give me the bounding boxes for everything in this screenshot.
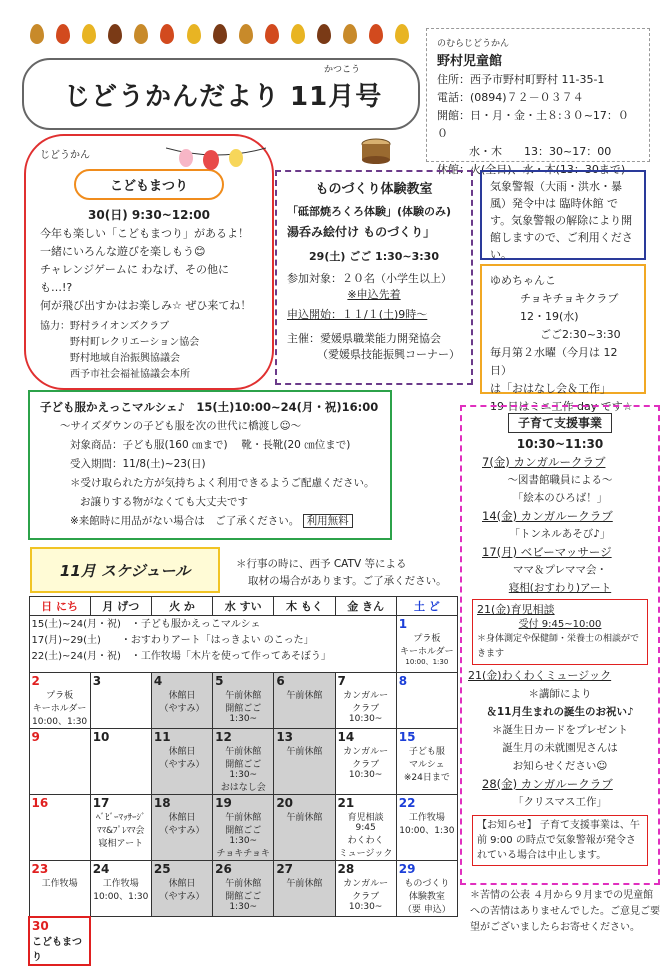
schedule-note-line: ＊行事の時に、西予 CATV 等による xyxy=(236,558,407,570)
support-event: 7(金) カンガルークラブ xyxy=(482,455,606,469)
cal-day-text: 午前休館 xyxy=(286,691,323,701)
cal-day-13 xyxy=(274,729,335,795)
cal-day-23 xyxy=(29,861,90,917)
marche-line: ＊受け取られた方が気持ちよく利用できるようご配慮ください。 xyxy=(70,477,375,489)
cal-day-text: カンガルー xyxy=(343,879,389,889)
cal-header: 土 ど xyxy=(396,597,457,616)
monozukuri-host: 主催：愛媛県職業能力開発協会 xyxy=(287,332,441,345)
cal-day-text: 10:30~ xyxy=(348,902,383,912)
cal-day-text: 工作牧場 xyxy=(41,879,78,889)
cal-day-text: クラブ xyxy=(352,704,380,714)
cal-day-text: 午前休館 xyxy=(225,747,262,757)
cal-day-number: 23 xyxy=(31,862,49,876)
cal-day-text: わくわく xyxy=(347,836,384,846)
cal-day-number: 13 xyxy=(276,730,294,744)
cal-day-text: プラ板 xyxy=(46,691,74,701)
monozukuri-box xyxy=(275,170,473,385)
cal-day-text: ミュージック xyxy=(338,849,393,859)
cal-day-14 xyxy=(335,729,396,795)
monozukuri-target: 参加対象：２０名（小学生以上） xyxy=(287,272,452,285)
cal-day-number: 11 xyxy=(153,730,171,744)
cal-header: 金 きん xyxy=(335,597,396,616)
cal-day-text: 10:00、1:30 xyxy=(399,826,455,836)
leaf-icon xyxy=(134,24,148,44)
cal-day-number: 14 xyxy=(337,730,355,744)
cal-header: 水 すい xyxy=(213,597,274,616)
support-title: 子育て支援事業 xyxy=(508,413,612,433)
cal-day-number: 15 xyxy=(398,730,416,744)
cal-day-text: 休館日 xyxy=(168,747,196,757)
cal-day-text: 休館日 xyxy=(168,879,196,889)
cal-day-number: 18 xyxy=(153,796,171,810)
cal-day-number: 19 xyxy=(215,796,232,810)
monozukuri-apply: 申込開始：１１/１(土)9時～ xyxy=(287,308,428,321)
cal-day-number: 12 xyxy=(215,730,232,744)
kodomo-banner: こどもまつり xyxy=(74,169,224,200)
cal-day-number: 22 xyxy=(398,796,416,810)
support-text: 「絵本のひろば！」 xyxy=(512,492,608,504)
cal-day-text: プラ板 xyxy=(413,634,441,644)
info-ruby: のむらじどうかん xyxy=(437,39,510,49)
cal-header: 日 にち xyxy=(29,597,90,616)
cal-day-number: 24 xyxy=(92,862,110,876)
cal-day-19 xyxy=(213,795,274,861)
cal-day-text: 10:00、1:30 xyxy=(93,892,149,902)
monozukuri-time: 29(土) ごご 1:30~3:30 xyxy=(309,250,439,263)
cal-day-text: 育児相談 9:45 xyxy=(347,813,384,833)
cal-day-text: 午前休館 xyxy=(286,747,323,757)
support-text: 「クリスマス工作」 xyxy=(512,796,608,808)
leaf-icon xyxy=(369,24,383,44)
support-text: 「トンネルあそび♪」 xyxy=(509,528,611,540)
alert-text: 気象警報（大雨・洪水・暴風）発令中は 臨時休館 です。気象警報の解除により開館しますので、ご利用ください。 xyxy=(490,180,633,261)
leaf-decoration xyxy=(30,24,420,48)
yume-line: は「おはなし会＆工作」 xyxy=(490,382,611,395)
cal-day-text: （やすみ） xyxy=(159,892,205,902)
schedule-title: 11月 スケジュール xyxy=(30,547,220,593)
cal-day-number: 16 xyxy=(31,796,49,810)
info-box xyxy=(426,28,650,176)
cal-event: 15(土)~24(月・祝) ・子ども服かえっこマルシェ xyxy=(31,619,261,630)
kodomo-time: 30(日) 9:30~12:00 xyxy=(88,208,210,222)
cal-day-11 xyxy=(151,729,212,795)
cal-day-text: 開館ごご1:30~ xyxy=(225,892,262,912)
cal-day-text: 休館日 xyxy=(168,813,196,823)
cal-day-number: 17 xyxy=(92,796,110,810)
calendar xyxy=(28,596,458,963)
cal-day-number: 1 xyxy=(398,617,408,631)
leaf-icon xyxy=(82,24,96,44)
yume-line: ごご2:30~3:30 xyxy=(540,328,621,341)
info-phone: 電話：(0894)７２－０３７４ xyxy=(437,91,584,104)
cal-day-text: クラブ xyxy=(352,760,380,770)
cal-header: 月 げつ xyxy=(90,597,151,616)
cal-day-text: チョキチョキ xyxy=(216,849,270,859)
support-event: 14(金) カンガルークラブ xyxy=(482,509,613,523)
cal-day-number: 25 xyxy=(153,862,171,876)
info-open1: 開館：日・月・金・土８:３０~17：００ xyxy=(437,109,629,140)
cal-day-number: 5 xyxy=(215,674,224,688)
cal-day-26 xyxy=(213,861,274,917)
cal-day-2 xyxy=(29,673,90,729)
cal-day-21 xyxy=(335,795,396,861)
cal-day-text: （やすみ） xyxy=(159,760,205,770)
cal-day-text: （要 申込） xyxy=(402,905,451,915)
monozukuri-line1: 「砥部焼ろくろ体験」(体験のみ) xyxy=(287,205,452,218)
info-open2: 水・木 13：30~17：00 xyxy=(469,145,612,158)
leaf-icon xyxy=(160,24,174,44)
cal-day-number: 27 xyxy=(276,862,294,876)
support-notice: 【お知らせ】 子育て支援事業は、午前 9:00 の時点で気象警報が発令されている場合は中止します。 xyxy=(472,815,648,866)
cal-day-text: ものづくり xyxy=(404,879,450,889)
stump-icon xyxy=(356,136,396,164)
cal-day-number: 10 xyxy=(92,730,110,744)
marche-line: 受入期間：11/8(土)~23(日) xyxy=(70,458,206,470)
cal-day-4 xyxy=(151,673,212,729)
cal-day-6 xyxy=(274,673,335,729)
cal-day-12 xyxy=(213,729,274,795)
sponsor: 野村ライオンズクラブ xyxy=(70,321,170,332)
support-text: 受付 9:45~10:00 xyxy=(518,619,602,630)
cal-day-text: 休館日 xyxy=(168,691,196,701)
cal-day-number: 21 xyxy=(337,796,355,810)
info-closed: 休館：火(全日)、水・木(13：30まで) xyxy=(437,163,626,176)
cal-day-text: 開館ごご1:30~ xyxy=(225,760,262,780)
cal-day-text: 寝相アート xyxy=(98,839,144,849)
support-text: 誕生月の未就園児さんは xyxy=(502,742,618,754)
cal-day-27 xyxy=(274,861,335,917)
marche-box xyxy=(28,390,392,540)
sponsor: 野村地域自治振興協議会 xyxy=(70,353,180,364)
cal-day-5 xyxy=(213,673,274,729)
cal-day-number: 3 xyxy=(92,674,102,688)
cal-day-text: ﾍﾞﾋﾞｰﾏｯｻｰｼﾞ xyxy=(96,813,146,823)
sponsor: 西予市社会福祉協議会本所 xyxy=(70,369,190,380)
marche-line: ※来館時に用品がない場合は ご了承ください。 xyxy=(70,515,300,527)
cal-day-9 xyxy=(29,729,90,795)
ikuji-box xyxy=(472,599,648,665)
monozukuri-note: ※申込先着 xyxy=(347,288,401,301)
sponsor: 野村町レクリエーション協会 xyxy=(70,337,200,348)
free-badge: 利用無料 xyxy=(303,514,353,528)
cal-day-10 xyxy=(90,729,151,795)
cal-day-7 xyxy=(335,673,396,729)
cal-top-events xyxy=(29,616,396,673)
title-box xyxy=(22,58,420,130)
cal-day-text: カンガルー xyxy=(343,691,389,701)
leaf-icon xyxy=(291,24,305,44)
schedule-note-line: 取材の場合があります。ご了承ください。 xyxy=(248,575,447,587)
support-text: 寝相(おすわり)アート xyxy=(508,582,612,594)
cal-day-number: 2 xyxy=(31,674,40,688)
cal-day-text: 10:00、1:30 xyxy=(405,658,449,666)
marche-line: ～サイズダウンの子ども服を次の世代に橋渡し☺～ xyxy=(60,420,302,432)
monozukuri-host2: （愛媛県技能振興コーナー） xyxy=(317,348,460,361)
cal-day-24 xyxy=(90,861,151,917)
marche-line: お譲りする物がなくても大丈夫です xyxy=(80,496,248,508)
cal-header: 木 もく xyxy=(274,597,335,616)
cal-day-text: キーホルダー xyxy=(32,704,87,714)
cal-day-text: 午前休館 xyxy=(225,813,262,823)
cal-day-text: 10:30~ xyxy=(348,770,383,780)
support-text: ＆11月生まれの誕生のお祝い♪ xyxy=(486,706,634,718)
marche-line: 対象商品：子ども服(160 ㎝まで) 靴・長靴(20 ㎝位まで) xyxy=(70,439,351,451)
kodomo-line: 何が飛び出すかはお楽しみ☆ ぜひ来てね！ xyxy=(40,299,252,312)
cal-day-text: 10:00、1:30 xyxy=(32,717,88,727)
cal-day-number: 26 xyxy=(215,862,232,876)
cal-day-number: 30 xyxy=(32,918,49,933)
cal-day-number: 6 xyxy=(276,674,285,688)
support-text: ＊身体測定や保健師・栄養士の相談ができます xyxy=(477,634,640,659)
kodomo-line: 今年も楽しい「こどもまつり」があるよ！ xyxy=(40,227,249,240)
cal-day-number: 4 xyxy=(153,674,163,688)
support-event: 17(月) ベビーマッサージ xyxy=(482,545,612,559)
cal-day-18 xyxy=(151,795,212,861)
leaf-icon xyxy=(317,24,331,44)
yume-line: 毎月第２水曜（今月は 12 日） xyxy=(490,346,618,377)
info-address: 住所：西予市野村町野村 11-35-1 xyxy=(437,73,605,86)
cal-header: 火 か xyxy=(151,597,212,616)
cal-day-text: 体験教室 xyxy=(408,892,445,902)
cal-day-15 xyxy=(396,729,457,795)
leaf-icon xyxy=(395,24,409,44)
cal-day-25 xyxy=(151,861,212,917)
cal-day-text: キーホルダー xyxy=(400,647,454,657)
leaf-icon xyxy=(343,24,357,44)
kyoryoku-label: 協力： xyxy=(40,321,70,332)
cal-day-20 xyxy=(274,795,335,861)
cal-day-text: 午前休館 xyxy=(225,879,262,889)
cal-day-text: 開館ごご1:30~ xyxy=(225,826,262,846)
leaf-icon xyxy=(108,24,122,44)
support-text: ～図書館職員による～ xyxy=(507,474,613,486)
monozukuri-title: ものづくり体験教室 xyxy=(315,182,433,197)
cal-day-text: ※24日まで xyxy=(403,773,450,783)
cal-day-text: 午前休館 xyxy=(286,879,323,889)
yume-line: ゆめちゃんこ xyxy=(490,274,556,287)
cal-day-text: こどもまつり xyxy=(32,936,82,963)
schedule-note xyxy=(236,556,454,590)
support-time: 10:30~11:30 xyxy=(516,437,604,451)
cal-day-text: マルシェ xyxy=(409,760,445,770)
leaf-icon xyxy=(56,24,70,44)
support-text: ＊講師により xyxy=(528,688,592,700)
cal-day-29 xyxy=(396,861,457,917)
cal-day-text: 工作牧場 xyxy=(102,879,139,889)
leaf-icon xyxy=(187,24,201,44)
lantern-icon xyxy=(166,142,266,175)
cal-day-number: 7 xyxy=(337,674,346,688)
weather-alert-box xyxy=(480,170,646,260)
support-box xyxy=(460,405,660,885)
cal-day-number: 9 xyxy=(31,730,40,744)
cal-day-text: クラブ xyxy=(352,892,380,902)
cal-day-number: 29 xyxy=(398,862,416,876)
leaf-icon xyxy=(30,24,44,44)
marche-title: 子ども服かえっこマルシェ♪ 15(土)10:00~24(月・祝)16:00 xyxy=(40,400,379,414)
cal-day-3 xyxy=(90,673,151,729)
cal-event: 22(土)~24(月・祝) ・工作牧場「木片を使って作ってあそぼう」 xyxy=(31,651,331,662)
yume-box xyxy=(480,264,646,413)
cal-day-text: カンガルー xyxy=(343,747,389,757)
kodomo-matsuri-box xyxy=(24,134,274,390)
support-event: 21(金)育児相談 xyxy=(477,603,555,616)
cal-day-30 xyxy=(29,917,90,966)
cal-day-16 xyxy=(29,795,90,861)
cal-day-number: 20 xyxy=(276,796,294,810)
cal-day-number: 8 xyxy=(398,674,408,688)
cal-day-text: （やすみ） xyxy=(159,826,205,836)
cal-day-text: 子ども服 xyxy=(408,747,445,757)
leaf-icon xyxy=(239,24,253,44)
kodomo-label: じどうかん xyxy=(40,150,90,161)
cal-day-number: 28 xyxy=(337,862,355,876)
cal-day-text: 10:30~ xyxy=(348,714,383,724)
leaf-icon xyxy=(265,24,279,44)
kodomo-line: チャレンジゲームに わなげ、その他にも…!? xyxy=(40,263,229,294)
cal-day-text: 午前休館 xyxy=(225,691,262,701)
cal-day-text: 工作牧場 xyxy=(408,813,445,823)
cal-day-text: 午前休館 xyxy=(286,813,323,823)
monozukuri-line2: 湯呑み絵付け ものづくり」 xyxy=(287,225,436,239)
support-event: 21(金)わくわくミュージック xyxy=(468,669,612,682)
cal-day-1 xyxy=(396,616,457,673)
yume-line: 19 日はミニ工作 day です☆ xyxy=(490,400,633,413)
cal-day-8 xyxy=(396,673,457,729)
cal-day-17 xyxy=(90,795,151,861)
cal-day-28 xyxy=(335,861,396,917)
cal-day-text: おはなし会 xyxy=(220,783,266,793)
footer-note: ＊苦情の公表 ４月から９月までの児童館への苦情はありませんでした。ご意見ご要望がございましたらお寄せください。 xyxy=(470,890,660,933)
yume-line: チョキチョキクラブ xyxy=(520,292,619,305)
title-ruby: かつこう xyxy=(324,65,361,75)
yume-line: 12・19(水) xyxy=(520,310,579,323)
support-text: お知らせください☺ xyxy=(512,760,608,772)
leaf-icon xyxy=(213,24,227,44)
support-event: 28(金) カンガルークラブ xyxy=(482,777,613,791)
kodomo-line: 一緒にいろんな遊びを楽しもう😊 xyxy=(40,245,206,258)
cal-day-text: 開館ごご1:30~ xyxy=(225,704,262,724)
cal-day-text: （やすみ） xyxy=(159,704,205,714)
info-name: 野村児童館 xyxy=(437,54,503,69)
cal-day-22 xyxy=(396,795,457,861)
page-title: じどうかんだより 11月号 xyxy=(64,82,383,112)
cal-day-text: ﾏﾏ&ﾌﾟﾚﾏﾏ会 xyxy=(97,826,145,836)
support-text: ＊誕生日カードをプレゼント xyxy=(491,724,629,736)
cal-event: 17(月)~29(土) ・おすわりアート「はっきよい のこった」 xyxy=(31,635,314,646)
support-text: ママ＆プレママ会・ xyxy=(512,564,608,576)
